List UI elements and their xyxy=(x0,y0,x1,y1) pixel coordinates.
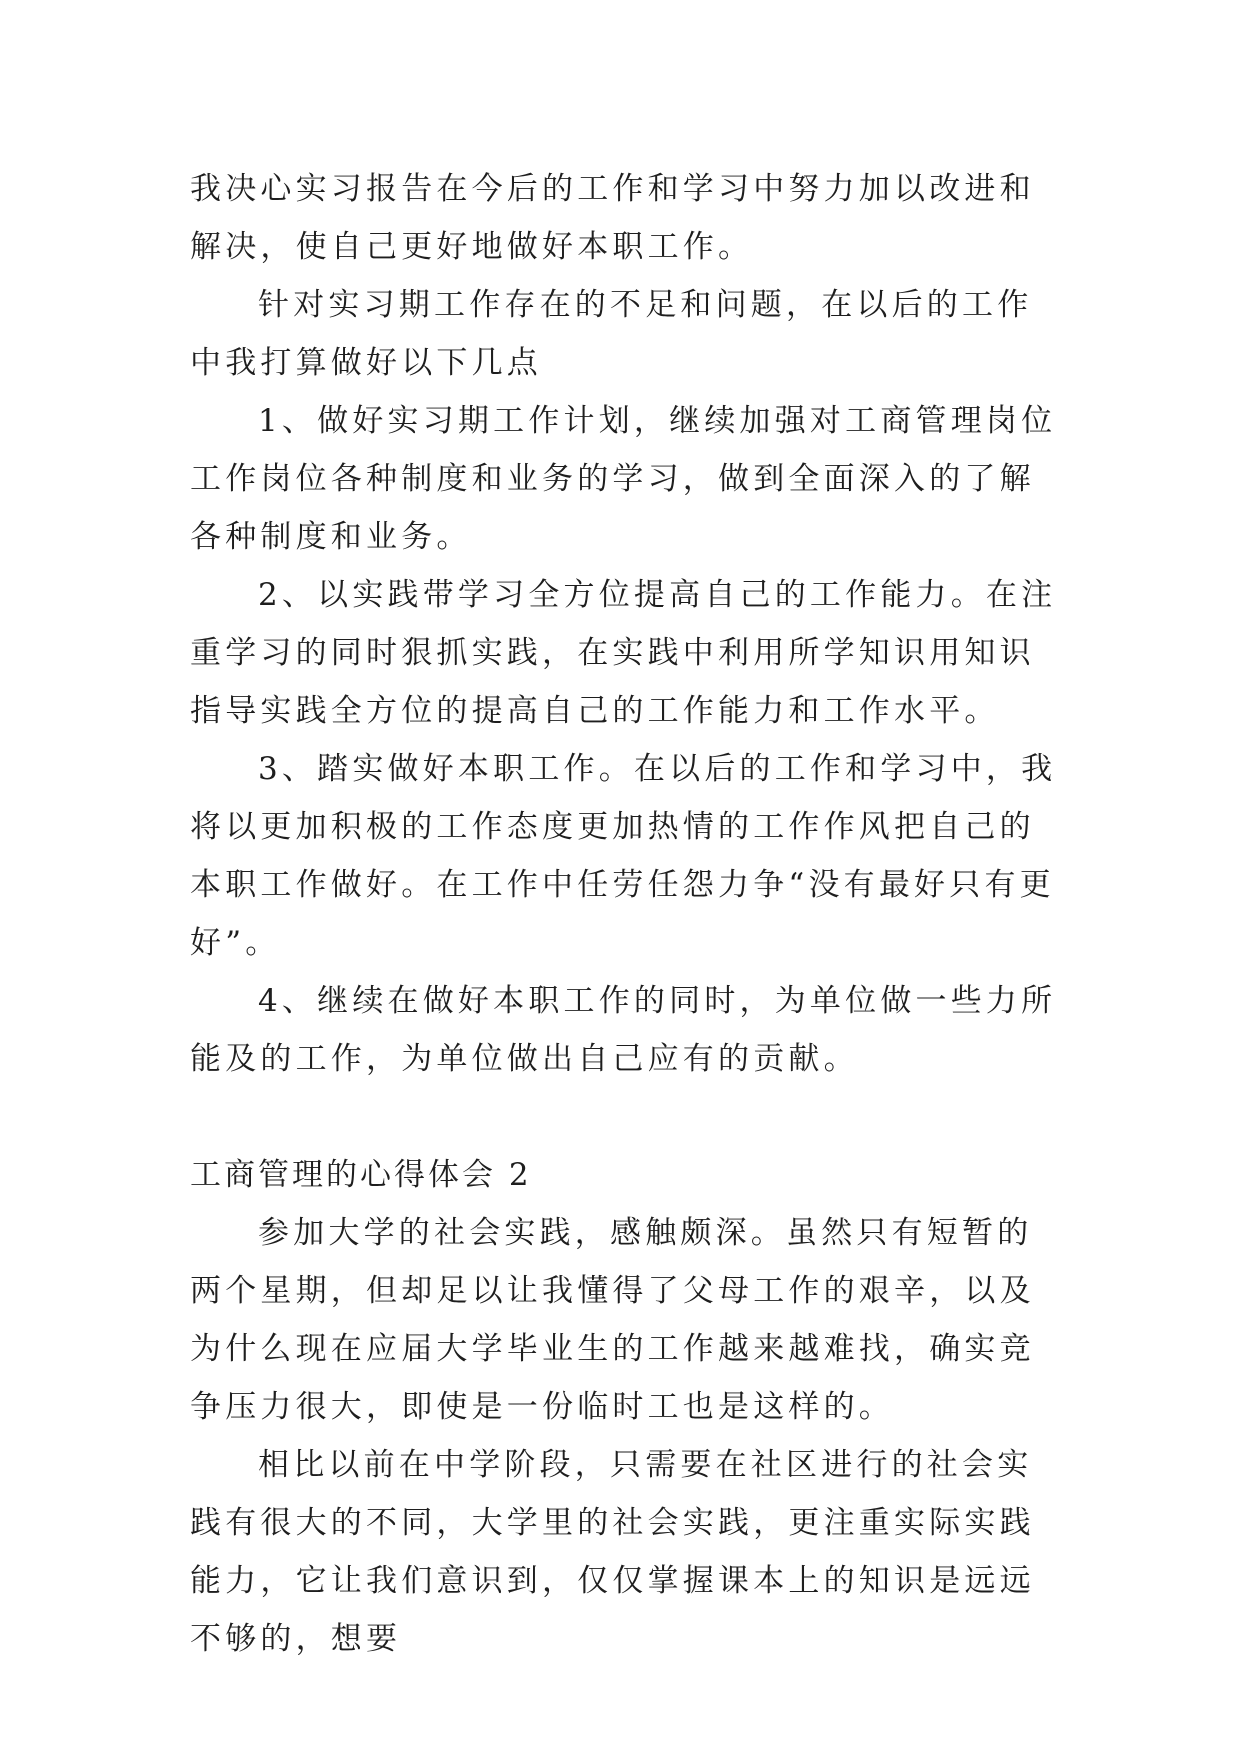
paragraph-4: 2、以实践带学习全方位提高自己的工作能力。在注重学习的同时狠抓实践，在实践中利用所学知识用知识指导实践全方位的提高自己的工作能力和工作水平。 xyxy=(190,577,1057,729)
section-title: 工商管理的心得体会 2 xyxy=(190,1157,532,1193)
paragraph-1: 我决心实习报告在今后的工作和学习中努力加以改进和解决，使自己更好地做好本职工作。 xyxy=(190,171,1035,265)
paragraph-7: 参加大学的社会实践，感触颇深。虽然只有短暂的两个星期，但却足以让我懂得了父母工作的艰辛，以及为什么现在应届大学毕业生的工作越来越难找，确实竞争压力很大，即使是一份临时工也是这样的。 xyxy=(190,1215,1035,1425)
paragraph-5: 3、踏实做好本职工作。在以后的工作和学习中，我将以更加积极的工作态度更加热情的工作作风把自己的本职工作做好。在工作中任劳任怨力争“没有最好只有更好”。 xyxy=(190,751,1057,961)
document-body xyxy=(190,160,1060,1668)
section-gap xyxy=(190,1088,1060,1146)
paragraph-3: 1、做好实习期工作计划，继续加强对工商管理岗位工作岗位各种制度和业务的学习，做到全面深入的了解各种制度和业务。 xyxy=(190,403,1057,555)
paragraph-2: 针对实习期工作存在的不足和问题，在以后的工作中我打算做好以下几点 xyxy=(190,287,1033,381)
paragraph-6: 4、继续在做好本职工作的同时，为单位做一些力所能及的工作，为单位做出自己应有的贡献。 xyxy=(190,983,1057,1077)
paragraph-8: 相比以前在中学阶段，只需要在社区进行的社会实践有很大的不同，大学里的社会实践，更注重实际实践能力，它让我们意识到，仅仅掌握课本上的知识是远远不够的，想要 xyxy=(190,1447,1035,1657)
